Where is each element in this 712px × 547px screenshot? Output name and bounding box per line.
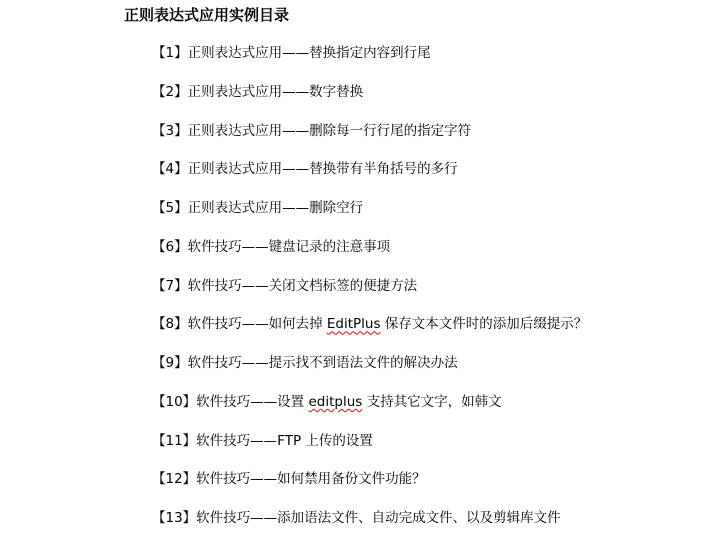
toc-item-4 bbox=[152, 158, 587, 197]
toc-item-text: 【6】软件技巧——键盘记录的注意事项 bbox=[152, 238, 391, 255]
toc-item-6 bbox=[152, 236, 587, 275]
toc-item-1 bbox=[152, 42, 587, 81]
toc-item-text: 【11】软件技巧——FTP 上传的设置 bbox=[152, 432, 373, 449]
toc-item-12 bbox=[152, 468, 587, 507]
toc-item-text: 【9】软件技巧——提示找不到语法文件的解决办法 bbox=[152, 355, 458, 371]
toc-item-text: 【3】正则表达式应用——删除每一行行尾的指定字符 bbox=[152, 122, 472, 139]
toc-item-text: 【2】正则表达式应用——数字替换 bbox=[152, 83, 364, 100]
toc-item-9 bbox=[152, 352, 587, 391]
toc-item-text: 【12】软件技巧——如何禁用备份文件功能？ bbox=[152, 471, 426, 488]
toc-item-text: 【4】正则表达式应用——替换带有半角括号的多行 bbox=[152, 161, 458, 178]
toc-item-text: 【1】正则表达式应用——替换指定内容到行尾 bbox=[152, 45, 431, 61]
toc-item-2 bbox=[152, 81, 587, 120]
toc-item-suffix: 保存文本文件时的添加后缀提示？ bbox=[380, 316, 588, 333]
toc-item-text: 【13】软件技巧——添加语法文件、自动完成文件、以及剪辑库文件 bbox=[152, 510, 561, 526]
spellcheck-marked-word: editplus bbox=[308, 393, 363, 410]
toc-item-suffix: 支持其它文字，如韩文 bbox=[362, 393, 502, 410]
spellcheck-marked-word: EditPlus bbox=[326, 316, 381, 333]
toc-item-text: 【5】正则表达式应用——删除空行 bbox=[152, 200, 364, 216]
toc-item-5 bbox=[152, 197, 587, 236]
page-title: 正则表达式应用实例目录 bbox=[124, 6, 290, 24]
toc-item-11 bbox=[152, 430, 587, 469]
toc-item-3 bbox=[152, 120, 587, 159]
toc-item-10 bbox=[152, 391, 587, 430]
toc-item-text: 【7】软件技巧——关闭文档标签的便捷方法 bbox=[152, 277, 418, 294]
toc-item-7 bbox=[152, 275, 587, 314]
toc-item-prefix: 【8】软件技巧——如何去掉 bbox=[152, 316, 327, 333]
toc-item-13 bbox=[152, 507, 587, 546]
table-of-contents bbox=[152, 42, 587, 546]
toc-item-8 bbox=[152, 313, 587, 352]
toc-item-prefix: 【10】软件技巧——设置 bbox=[152, 393, 309, 410]
